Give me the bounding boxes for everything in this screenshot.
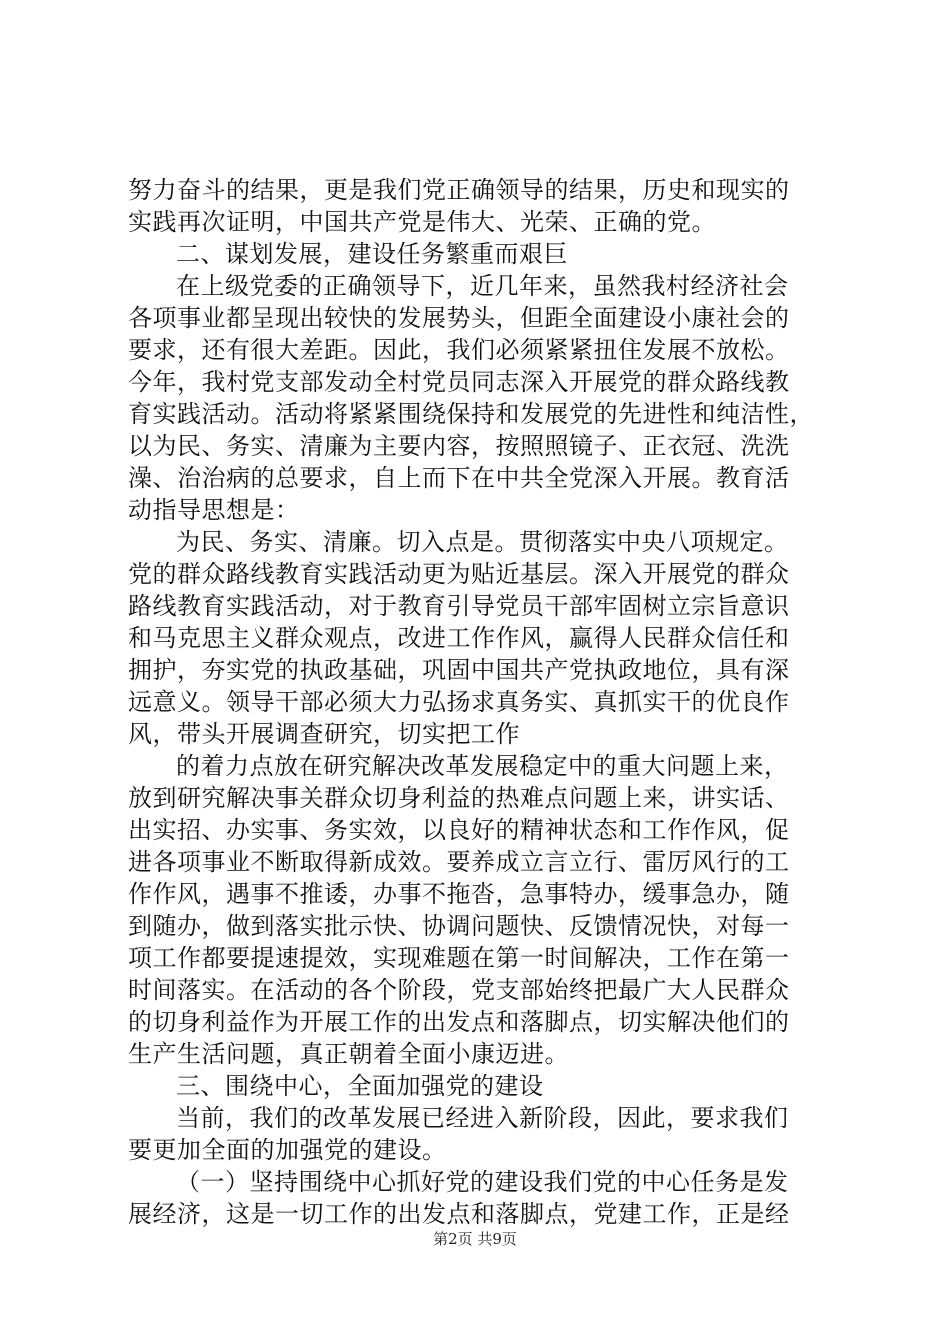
text-line: （一）坚持围绕中心抓好党的建设我们党的中心任务是发: [176, 1168, 789, 1196]
page-footer: [0, 1228, 950, 1249]
text-line: 澡、治治病的总要求，自上而下在中共全党深入开展。教育活: [128, 464, 790, 492]
text-line: 的切身利益作为开展工作的出发点和落脚点，切实解决他们的: [128, 1008, 790, 1036]
text-line: 党的群众路线教育实践活动更为贴近基层。深入开展党的群众: [128, 560, 790, 588]
text-line: 各项事业都呈现出较快的发展势头，但距全面建设小康社会的: [128, 304, 790, 332]
text-line: 展经济，这是一切工作的出发点和落脚点，党建工作，正是经: [128, 1200, 790, 1228]
text-line: 放到研究解决事关群众切身利益的热难点问题上来，讲实话、: [128, 784, 790, 812]
text-line: 风，带头开展调查研究，切实把工作: [128, 720, 520, 748]
text-line: 项工作都要提速提效，实现难题在第一时间解决，工作在第一: [128, 944, 790, 972]
text-line: 当前，我们的改革发展已经进入新阶段，因此，要求我们: [176, 1104, 789, 1132]
text-line: 出实招、办实事、务实效，以良好的精神状态和工作作风，促: [128, 816, 790, 844]
text-line: 进各项事业不断取得新成效。要养成立言立行、雷厉风行的工: [128, 848, 790, 876]
page-number-label: 第2页 共9页: [433, 1230, 517, 1248]
text-line: 时间落实。在活动的各个阶段，党支部始终把最广大人民群众: [128, 976, 790, 1004]
text-line: 要更加全面的加强党的建设。: [128, 1136, 447, 1164]
text-line: 生产生活问题，真正朝着全面小康迈进。: [128, 1040, 569, 1068]
text-line: 今年，我村党支部发动全村党员同志深入开展党的群众路线教: [128, 368, 790, 396]
text-line: 远意义。领导干部必须大力弘扬求真务实、真抓实干的优良作: [128, 688, 790, 716]
text-line: 拥护，夯实党的执政基础，巩固中国共产党执政地位，具有深: [128, 656, 790, 684]
text-line: 到随办，做到落实批示快、协调问题快、反馈情况快，对每一: [128, 912, 790, 940]
text-line: 二、谋划发展，建设任务繁重而艰巨: [176, 240, 568, 268]
text-line: 要求，还有很大差距。因此，我们必须紧紧扭住发展不放松。: [128, 336, 790, 364]
document-body: [128, 174, 833, 1230]
text-line: 努力奋斗的结果，更是我们党正确领导的结果，历史和现实的: [128, 176, 790, 204]
text-line: 三、围绕中心，全面加强党的建设: [176, 1072, 544, 1100]
text-line: 育实践活动。活动将紧紧围绕保持和发展党的先进性和纯洁性，: [128, 400, 814, 428]
text-line: 以为民、务实、清廉为主要内容，按照照镜子、正衣冠、洗洗: [128, 432, 790, 460]
text-line: 动指导思想是：: [128, 496, 300, 524]
text-line: 为民、务实、清廉。切入点是。贯彻落实中央八项规定。: [176, 528, 789, 556]
text-line: 实践再次证明，中国共产党是伟大、光荣、正确的党。: [128, 208, 716, 236]
text-line: 和马克思主义群众观点，改进工作作风，赢得人民群众信任和: [128, 624, 790, 652]
text-line: 作作风，遇事不推诿，办事不拖沓，急事特办，缓事急办，随: [128, 880, 790, 908]
text-line: 路线教育实践活动，对于教育引导党员干部牢固树立宗旨意识: [128, 592, 790, 620]
text-line: 在上级党委的正确领导下，近几年来，虽然我村经济社会: [176, 272, 789, 300]
text-line: 的着力点放在研究解决改革发展稳定中的重大问题上来，: [176, 752, 789, 780]
